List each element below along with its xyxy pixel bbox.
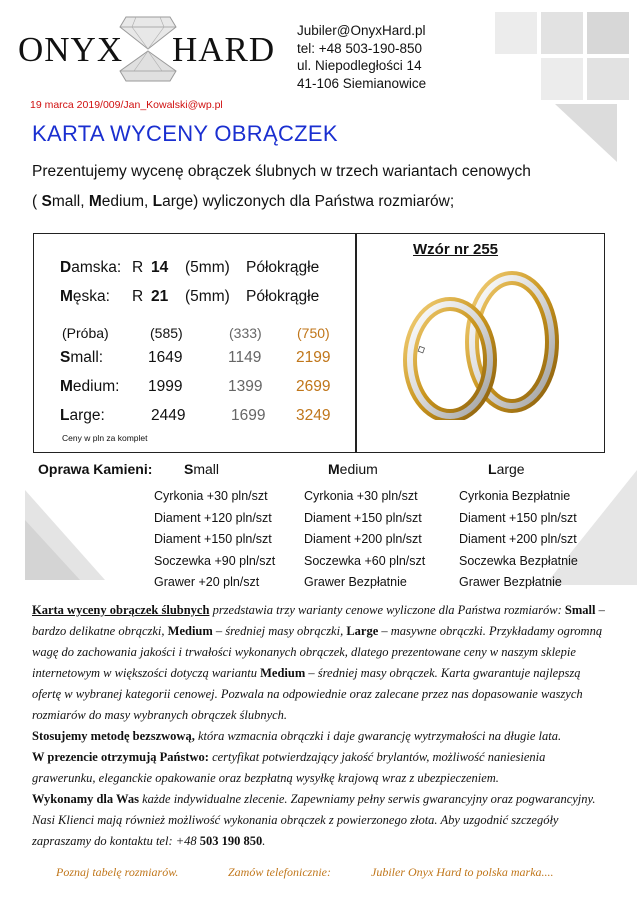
stones-large-item: Soczewka Bezpłatnie	[459, 553, 578, 568]
price-medium-333: 1399	[228, 378, 263, 395]
ring-men-profile: Półokrągłe	[246, 288, 320, 305]
price-header-750: (750)	[297, 325, 330, 341]
stones-medium-item: Soczewka +60 pln/szt	[304, 553, 426, 568]
stones-small-item: Diament +120 pln/szt	[154, 510, 272, 525]
reference-line: 19 marca 2019/009/Jan_Kowalski@wp.pl	[30, 99, 223, 111]
price-row-medium-label: Medium:	[60, 378, 120, 395]
stones-small-item: Cyrkonia +30 pln/szt	[154, 489, 268, 503]
price-header-333: (333)	[229, 325, 262, 341]
price-small-333: 1149	[228, 349, 262, 366]
stones-large-item: Cyrkonia Bezpłatnie	[459, 489, 571, 503]
stones-large-item: Diament +150 pln/szt	[459, 510, 577, 525]
ring-women-profile: Półokrągłe	[246, 259, 320, 276]
stones-medium-item: Diament +200 pln/szt	[304, 532, 422, 546]
contact-phone[interactable]: tel: +48 503-190-850	[297, 40, 422, 56]
pricing-box-divider	[355, 233, 357, 453]
intro-text	[32, 157, 531, 217]
stones-small-item: Soczewka +90 pln/szt	[154, 553, 276, 568]
stones-small-item: Grawer +20 pln/szt	[154, 575, 260, 589]
intro-line-1: Prezentujemy wycenę obrączek ślubnych w trzech wariantach cenowych	[32, 163, 531, 180]
ring-women-r: R	[132, 259, 144, 276]
ring-women: Damska:	[60, 259, 122, 276]
contact-city: 41-106 Siemianowice	[297, 75, 427, 91]
price-header-585: (585)	[150, 325, 183, 341]
ring-men-r: R	[132, 288, 144, 305]
page-title: KARTA WYCENY OBRĄCZEK	[32, 121, 338, 146]
decorative-triangle-left	[25, 490, 105, 580]
stones-large-header: Large	[488, 461, 525, 477]
description-paragraph-2: Stosujemy metodę bezszwową, która wzmacnia obrączki i daje gwarancję wytrzymałości na długie lata.	[32, 729, 562, 743]
stones-medium-item: Grawer Bezpłatnie	[304, 575, 407, 589]
wedding-rings-image	[392, 270, 572, 420]
logo-word-left: ONYX	[18, 30, 124, 69]
description-paragraph-4: Wykonamy dla Was każde indywidualne zlecenie. Zapewniamy pełny serwis gwarancyjny oraz pogwarancyjny. Nasi Klienci mają również możliwość wykonania obrączek z powierzonego złota. Aby uzgodnić szczegóły zapraszamy do kontaktu tel: +48 503 190 850.	[32, 792, 596, 848]
stones-col-small	[154, 486, 275, 594]
stones-medium-item: Diament +150 pln/szt	[304, 510, 422, 525]
price-note: Ceny w pln za komplet	[62, 433, 148, 443]
ring-women-size: 14	[151, 259, 169, 276]
stones-col-medium	[304, 486, 425, 594]
ring-men-width: (5mm)	[185, 288, 230, 305]
price-large-333: 1699	[231, 407, 266, 424]
price-row-small-label: Small:	[60, 349, 104, 366]
intro-line-2: ( Small, Medium, Large) wyliczonych dla Państwa rozmiarów;	[32, 193, 455, 210]
stones-large-item: Grawer Bezpłatnie	[459, 575, 562, 589]
contact-email[interactable]: Jubiler@OnyxHard.pl	[297, 23, 426, 38]
price-small-585: 1649	[148, 349, 183, 366]
price-medium-750: 2699	[296, 378, 331, 395]
stones-medium-header: Medium	[328, 461, 378, 477]
stones-small-header: Small	[184, 461, 220, 477]
contact-street: ul. Niepodległości 14	[297, 58, 422, 73]
stones-col-large	[459, 486, 578, 594]
footer-link-order-phone[interactable]: Zamów telefonicznie:	[228, 865, 331, 879]
logo-word-right: HARD	[172, 30, 276, 69]
footer-link-size-table[interactable]: Poznaj tabelę rozmiarów.	[56, 865, 179, 879]
diamond-logo-icon	[118, 13, 178, 85]
price-row-large-label: Large:	[60, 407, 105, 424]
decorative-squares-top-right	[455, 0, 637, 165]
stones-large-item: Diament +200 pln/szt	[459, 532, 577, 546]
stones-heading: Oprawa Kamieni:	[38, 461, 153, 477]
price-medium-585: 1999	[148, 378, 183, 395]
footer-link-brand[interactable]: Jubiler Onyx Hard to polska marka....	[371, 865, 554, 879]
description-paragraph-3: W prezencie otrzymują Państwo: certyfikat potwierdzający jakość brylantów, możliwość naniesienia grawerunku, eleganckie opakowanie oraz bezpłatną wysyłkę krajową wraz z ubezpieczeniem.	[32, 750, 546, 785]
stones-medium-item: Cyrkonia +30 pln/szt	[304, 489, 418, 503]
stones-small-item: Diament +150 pln/szt	[154, 532, 272, 546]
price-large-585: 2449	[151, 407, 186, 424]
ring-men-size: 21	[151, 288, 169, 305]
price-large-750: 3249	[296, 407, 331, 424]
contact-block	[297, 22, 426, 92]
price-small-750: 2199	[296, 349, 331, 366]
ring-women-width: (5mm)	[185, 259, 230, 276]
model-label: Wzór nr 255	[413, 241, 499, 258]
description-paragraph-1: Karta wyceny obrączek ślubnych przedstawia trzy warianty cenowe wyliczone dla Państwa rozmiarów: Small – bardzo delikatne obrączki, Medium – średniej masy obrączki, Large – masywne obrączki. Przykładamy ogromną wagę do zachowania jakości i trwałości wykonanych obrączek, dlatego prezentowane ceny w naszym sklepie internetowym w większości dotyczą wariantu Medium – średniej masy obrączek. Karta gwarantuje najlepszą ofertę w wybranej kategorii cenowej. Pozwala na odpowiednie oraz zalecane przez nas dopasowanie waszych rozmiarów do masy wybranych obrączek ślubnych.	[32, 603, 605, 722]
ring-men: Męska:	[60, 288, 110, 305]
price-header-label: (Próba)	[62, 325, 109, 341]
description	[32, 600, 610, 852]
